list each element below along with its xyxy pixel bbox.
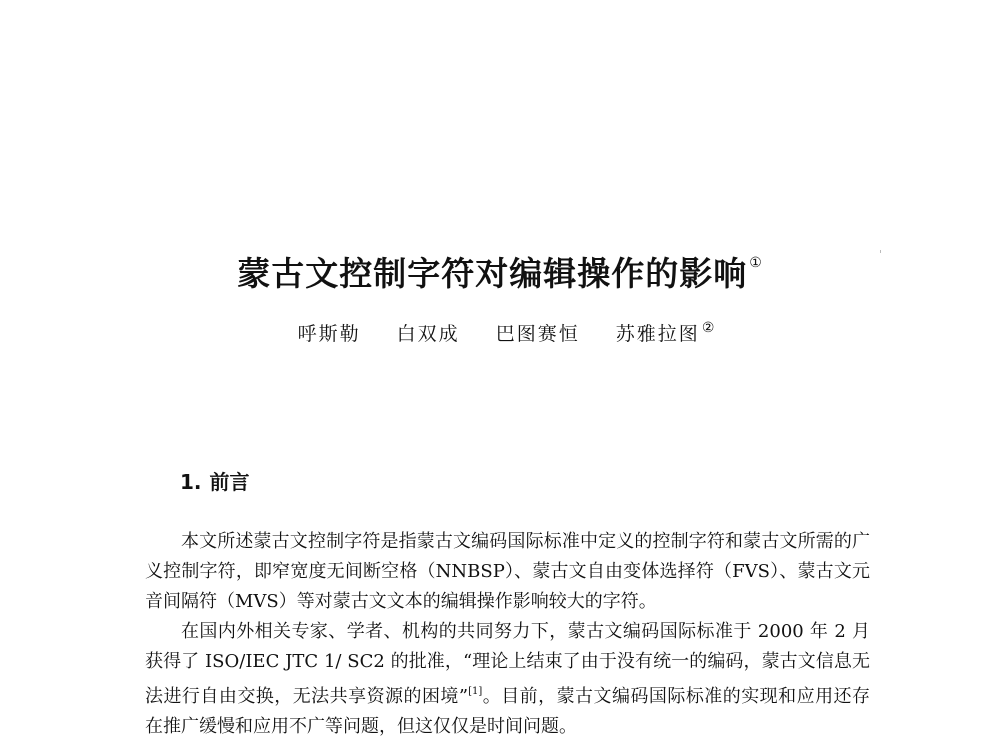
paper-title xyxy=(0,248,1000,295)
paragraph-text: 在国内外相关专家、学者、机构的共同努力下，蒙古文编码国际标准于 2000 年 2 月获得了 ISO/IEC JTC 1/ SC2 的批准，“理论上结束了由于没有统一的编码，蒙古文信息无法进行自由交换，无法共享资源的困境” xyxy=(145,621,870,707)
body-text xyxy=(145,527,870,742)
author-list xyxy=(0,319,1000,346)
author-footnote-mark: ② xyxy=(701,320,717,336)
paragraph xyxy=(145,527,870,617)
author-name: 巴图赛恒 xyxy=(495,323,580,345)
section-number: 1. xyxy=(180,470,202,494)
title-text: 蒙古文控制字符对编辑操作的影响 xyxy=(237,254,748,293)
title-footnote-mark: ① xyxy=(749,255,763,271)
section-title: 前言 xyxy=(209,470,250,494)
author-name: 苏雅拉图 xyxy=(615,323,700,345)
paragraph-text: 本文所述蒙古文控制字符是指蒙古文编码国际标准中定义的控制字符和蒙古文所需的广义控制字符，即窄宽度无间断空格（NNBSP）、蒙古文自由变体选择符（FVS）、蒙古文元音间隔符（MVS）等对蒙古文文本的编辑操作影响较大的字符。 xyxy=(145,531,870,612)
paragraph-text: 。目前，蒙古文编码国际标准的实现和应用还存在推广缓慢和应用不广等问题，但这仅仅是时间问题。 xyxy=(145,686,871,737)
citation-ref: [1] xyxy=(468,686,483,697)
author-name: 呼斯勒 xyxy=(297,323,361,345)
paragraph xyxy=(145,617,870,742)
section-heading xyxy=(180,466,250,495)
author-name: 白双成 xyxy=(396,323,460,345)
